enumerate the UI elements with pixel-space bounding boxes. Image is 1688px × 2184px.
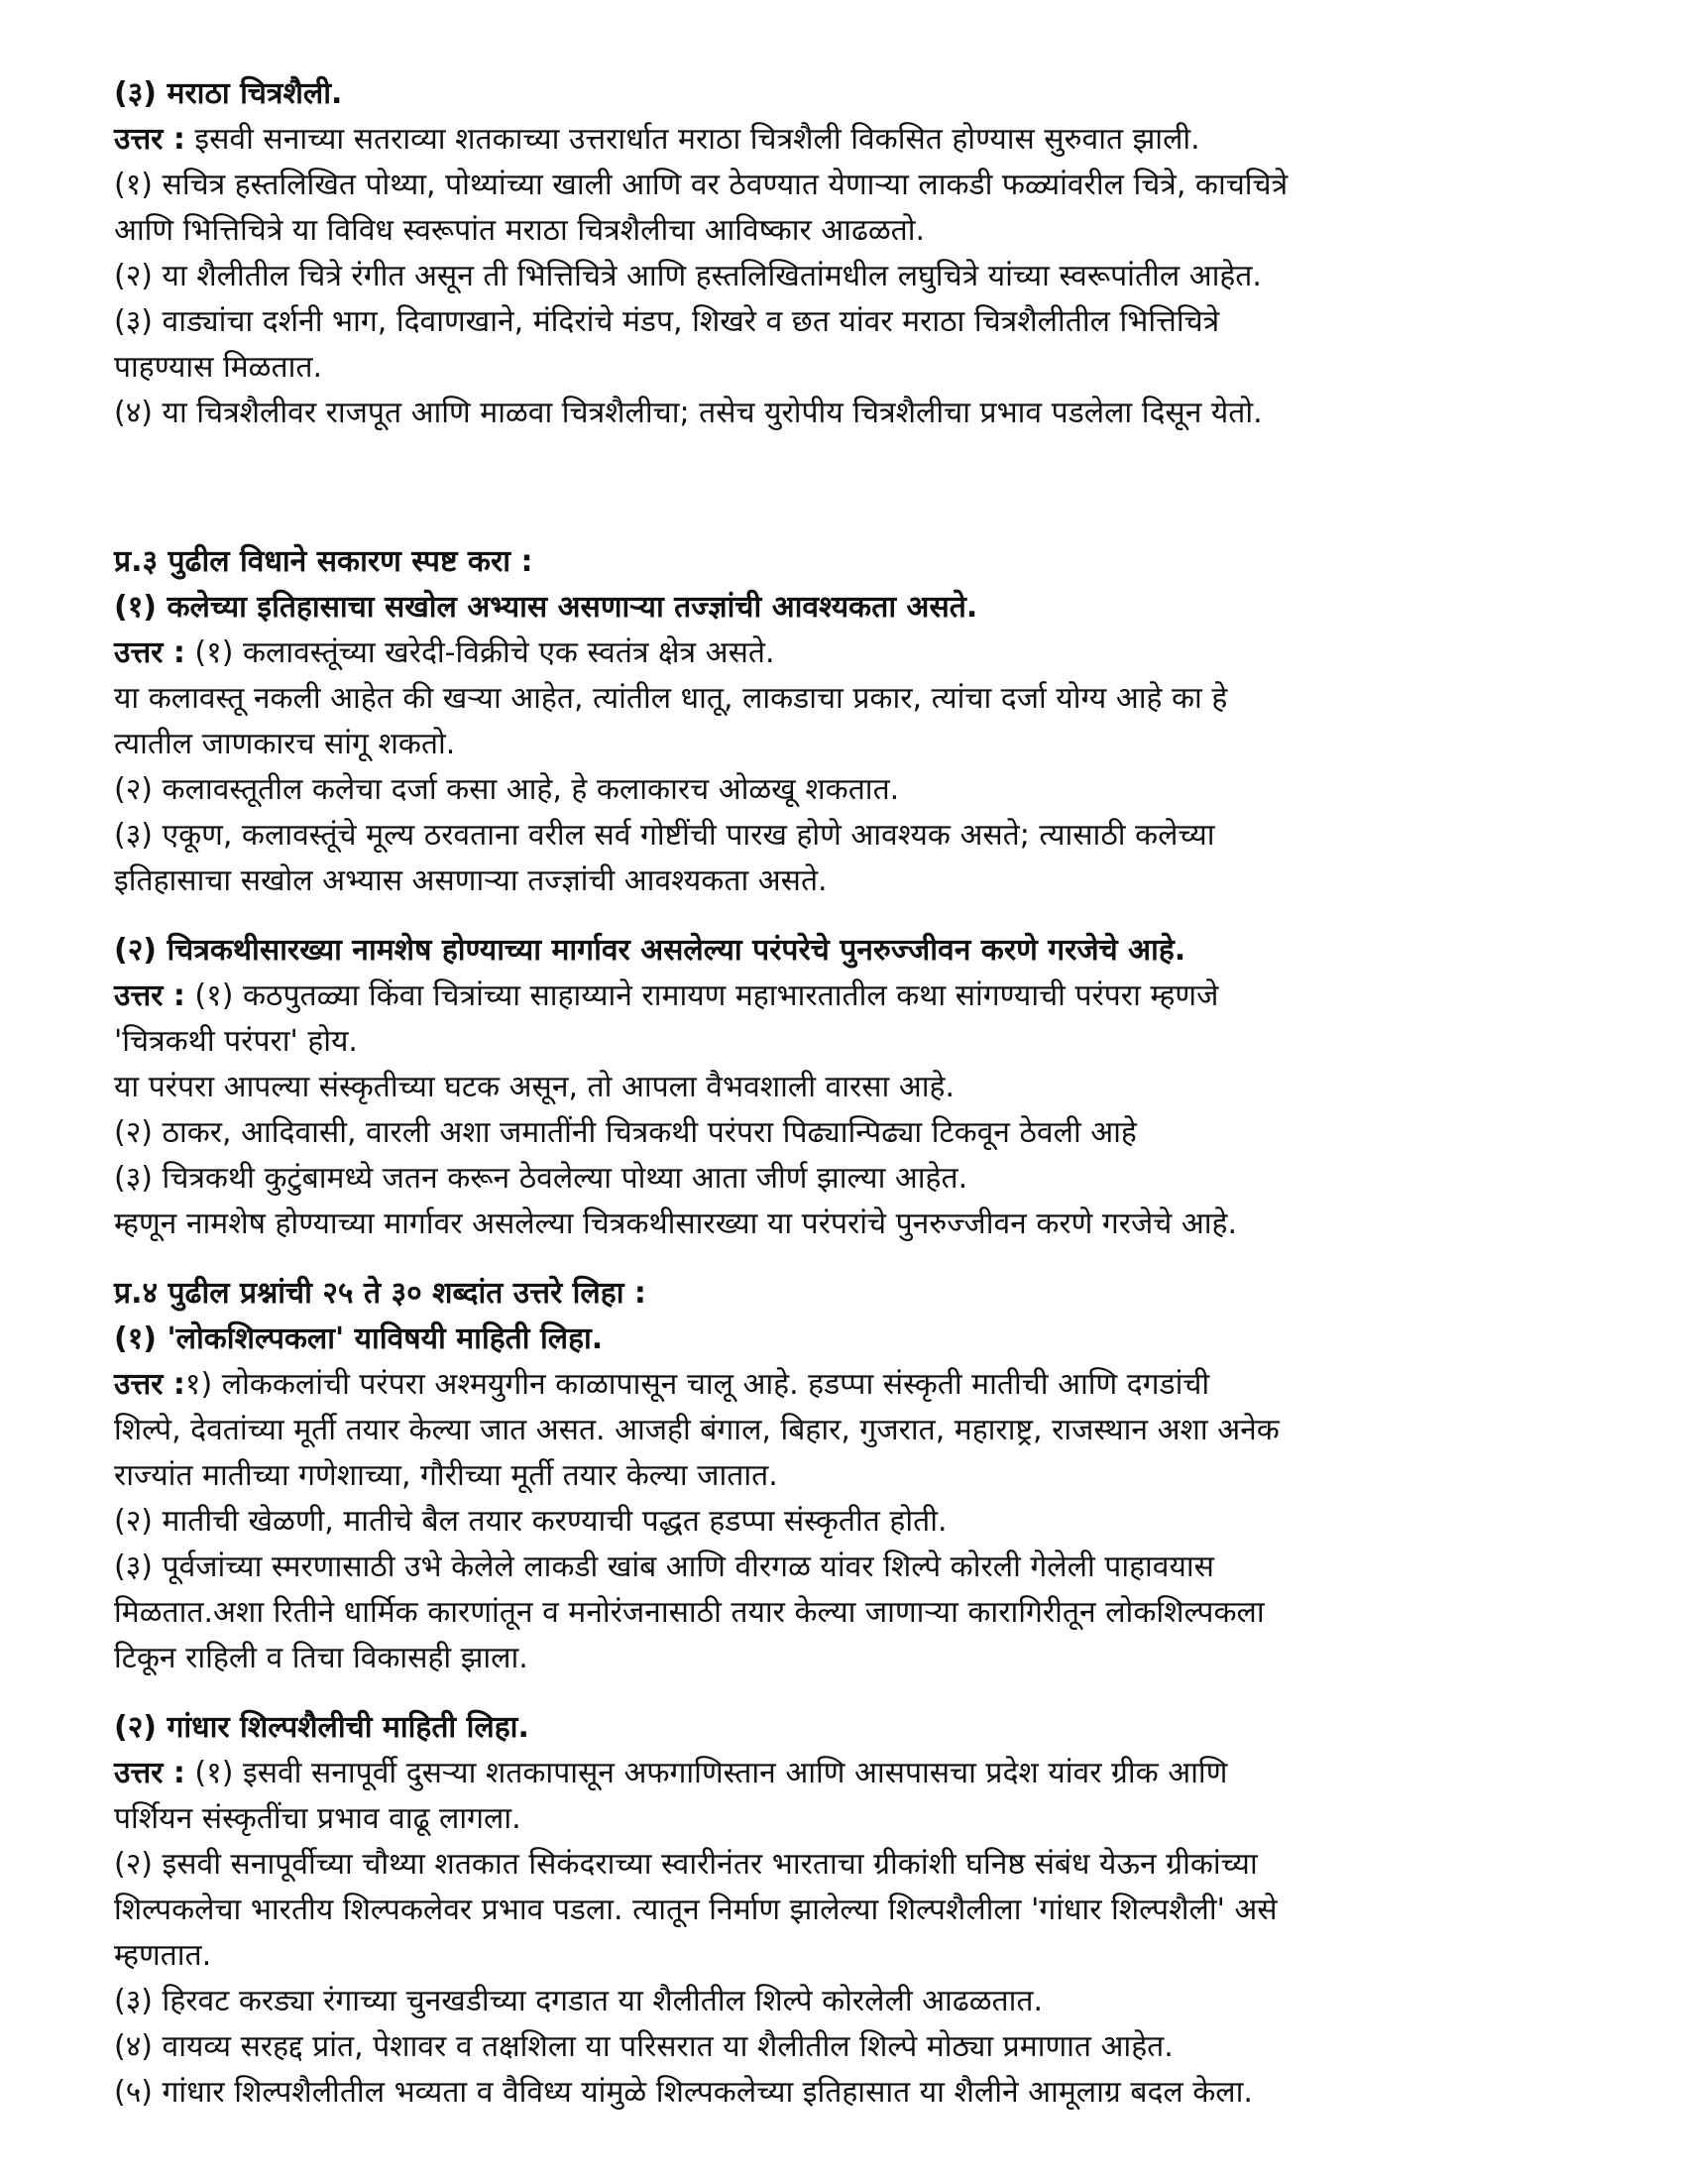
paragraph-line: (५) गांधार शिल्पशैलीतील भव्यता व वैविध्य यांमुळे शिल्पकलेच्या इतिहासात या शैलीने आमूलाग्र बदल केला.: [114, 2075, 1253, 2110]
paragraph-line: (३) वाड्यांचा दर्शनी भाग, दिवाणखाने, मंदिरांचे मंडप, शिखरे व छत यांवर मराठा चित्रशैलीतील भित्तिचित्रे: [114, 304, 1220, 339]
paragraph-line: (२) कलावस्तूतील कलेचा दर्जा कसा आहे, हे कलाकारच ओळखू शकतात.: [114, 772, 900, 807]
paragraph-line: शिल्पे, देवतांच्या मूर्ती तयार केल्या जात असत. आजही बंगाल, बिहार, गुजरात, महाराष्ट्र, राजस्थान अशा अनेक: [114, 1413, 1280, 1447]
section-heading: (३) मराठा चित्रशैली.: [114, 76, 343, 111]
subquestion-title: (१) कलेच्या इतिहासाचा सखोल अभ्यास असणाऱ्या तज्ज्ञांची आवश्यकता असते.: [114, 590, 978, 625]
paragraph-line: (३) एकूण, कलावस्तूंचे मूल्य ठरवताना वरील सर्व गोष्टींची पारख होणे आवश्यक असते; त्यासाठी कलेच्या: [114, 818, 1215, 853]
answer-line: [114, 1751, 1581, 1796]
answer-text: इसवी सनाच्या सतराव्या शतकाच्या उत्तरार्धात मराठा चित्रशैली विकसित होण्यास सुरुवात झाली.: [184, 122, 1200, 157]
paragraph-line: (४) या चित्रशैलीवर राजपूत आणि माळवा चित्रशैलीचा; तसेच युरोपीय चित्रशैलीचा प्रभाव पडलेला दिसून येतो.: [114, 396, 1263, 430]
paragraph-line: (२) इसवी सनापूर्वीच्या चौथ्या शतकात सिकंदराच्या स्वारीनंतर भारताचा ग्रीकांशी घनिष्ठ संबंध येऊन ग्रीकांच्या: [114, 1847, 1258, 1882]
paragraph-line: 'चित्रकथी परंपरा' होय.: [114, 1024, 358, 1059]
question-heading: प्र.४ पुढील प्रश्नांची २५ ते ३० शब्दांत उत्तरे लिहा :: [114, 1276, 646, 1311]
paragraph-line: (२) या शैलीतील चित्रे रंगीत असून ती भित्तिचित्रे आणि हस्तलिखितांमधील लघुचित्रे यांच्या स्वरूपांतील आहेत.: [114, 259, 1262, 293]
subquestion-title: (२) चित्रकथीसारख्या नामशेष होण्याच्या मार्गावर असलेल्या परंपरेचे पुनरुज्जीवन करणे गरजेचे आहे.: [114, 933, 1186, 968]
subquestion-title: (२) गांधार शिल्पशैलीची माहिती लिहा.: [114, 1710, 529, 1745]
answer-line: [114, 117, 1581, 163]
answer-line: [114, 974, 1581, 1019]
answer-text: (१) कलावस्तूंच्या खरेदी-विक्रीचे एक स्वतंत्र क्षेत्र असते.: [184, 635, 775, 670]
paragraph-line: या परंपरा आपल्या संस्कृतीच्या घटक असून, तो आपला वैभवशाली वारसा आहे.: [114, 1070, 955, 1104]
answer-label: उत्तर :: [114, 122, 185, 157]
answer-label: उत्तर :: [114, 635, 185, 670]
answer-line: [114, 1362, 1581, 1408]
paragraph-line: आणि भित्तिचित्रे या विविध स्वरूपांत मराठा चित्रशैलीचा आविष्कार आढळतो.: [114, 213, 926, 248]
answer-label: उत्तर :: [114, 1367, 185, 1402]
paragraph-line: (१) सचित्र हस्तलिखित पोथ्या, पोथ्यांच्या खाली आणि वर ठेवण्यात येणाऱ्या लाकडी फळ्यांवरील चित्रे, काचचित्रे: [114, 168, 1289, 202]
answer-text: (१) कठपुतळ्या किंवा चित्रांच्या साहाय्याने रामायण महाभारतातील कथा सांगण्याची परंपरा म्हणजे: [184, 978, 1219, 1013]
answer-label: उत्तर :: [114, 978, 185, 1013]
paragraph-line: मिळतात.अशा रितीने धार्मिक कारणांतून व मनोरंजनासाठी तयार केल्या जाणाऱ्या कारागिरीतून लोकशिल्पकला: [114, 1595, 1265, 1630]
paragraph-line: (३) हिरवट करड्या रंगाच्या चुनखडीच्या दगडात या शैलीतील शिल्पे कोरलेली आढळतात.: [114, 1984, 1044, 2018]
paragraph-line: पर्शियन संस्कृतींचा प्रभाव वाढू लागला.: [114, 1801, 521, 1836]
answer-line: [114, 631, 1581, 676]
paragraph-line: इतिहासाचा सखोल अभ्यास असणाऱ्या तज्ज्ञांची आवश्यकता असते.: [114, 863, 828, 898]
paragraph-line: (२) मातीची खेळणी, मातीचे बैल तयार करण्याची पद्धत हडप्पा संस्कृतीत होती.: [114, 1504, 948, 1539]
paragraph-line: म्हणून नामशेष होण्याच्या मार्गावर असलेल्या चित्रकथीसारख्या या परंपरांचे पुनरुज्जीवन करणे गरजेचे आहे.: [114, 1207, 1237, 1241]
answer-text: १) लोककलांची परंपरा अश्मयुगीन काळापासून चालू आहे. हडप्पा संस्कृती मातीची आणि दगडांची: [184, 1367, 1210, 1402]
paragraph-line: शिल्पकलेचा भारतीय शिल्पकलेवर प्रभाव पडला. त्यातून निर्माण झालेल्या शिल्पशैलीला 'गांधार शिल्पशैली' असे: [114, 1893, 1278, 1927]
question-heading: प्र.३ पुढील विधाने सकारण स्पष्ट करा :: [114, 544, 533, 579]
paragraph-line: पाहण्यास मिळतात.: [114, 350, 322, 385]
paragraph-line: त्यातील जाणकारच सांगू शकतो.: [114, 727, 456, 761]
paragraph-line: (४) वायव्य सरहद्द प्रांत, पेशावर व तक्षशिला या परिसरात या शैलीतील शिल्पे मोठ्या प्रमाणात आहेत.: [114, 2029, 1174, 2064]
paragraph-line: या कलावस्तू नकली आहेत की खऱ्या आहेत, त्यांतील धातू, लाकडाचा प्रकार, त्यांचा दर्जा योग्य आहे का हे: [114, 681, 1228, 716]
answer-label: उत्तर :: [114, 1756, 185, 1790]
paragraph-line: (२) ठाकर, आदिवासी, वारली अशा जमातींनी चित्रकथी परंपरा पिढ्यान्पिढ्या टिकवून ठेवली आहे: [114, 1115, 1137, 1150]
paragraph-line: (३) पूर्वजांच्या स्मरणासाठी उभे केलेले लाकडी खांब आणि वीरगळ यांवर शिल्पे कोरली गेलेली पाहावयास: [114, 1550, 1214, 1584]
document-page: [114, 71, 1581, 2116]
subquestion-title: (१) 'लोकशिल्पकला' याविषयी माहिती लिहा.: [114, 1322, 604, 1356]
paragraph-line: टिकून राहिली व तिचा विकासही झाला.: [114, 1641, 528, 1675]
paragraph-line: (३) चित्रकथी कुटुंबामध्ये जतन करून ठेवलेल्या पोथ्या आता जीर्ण झाल्या आहेत.: [114, 1161, 968, 1196]
paragraph-line: राज्यांत मातीच्या गणेशाच्या, गौरीच्या मूर्ती तयार केल्या जातात.: [114, 1458, 778, 1493]
answer-text: (१) इसवी सनापूर्वी दुसऱ्या शतकापासून अफगाणिस्तान आणि आसपासचा प्रदेश यांवर ग्रीक आणि: [184, 1756, 1228, 1790]
paragraph-line: म्हणतात.: [114, 1938, 212, 1973]
